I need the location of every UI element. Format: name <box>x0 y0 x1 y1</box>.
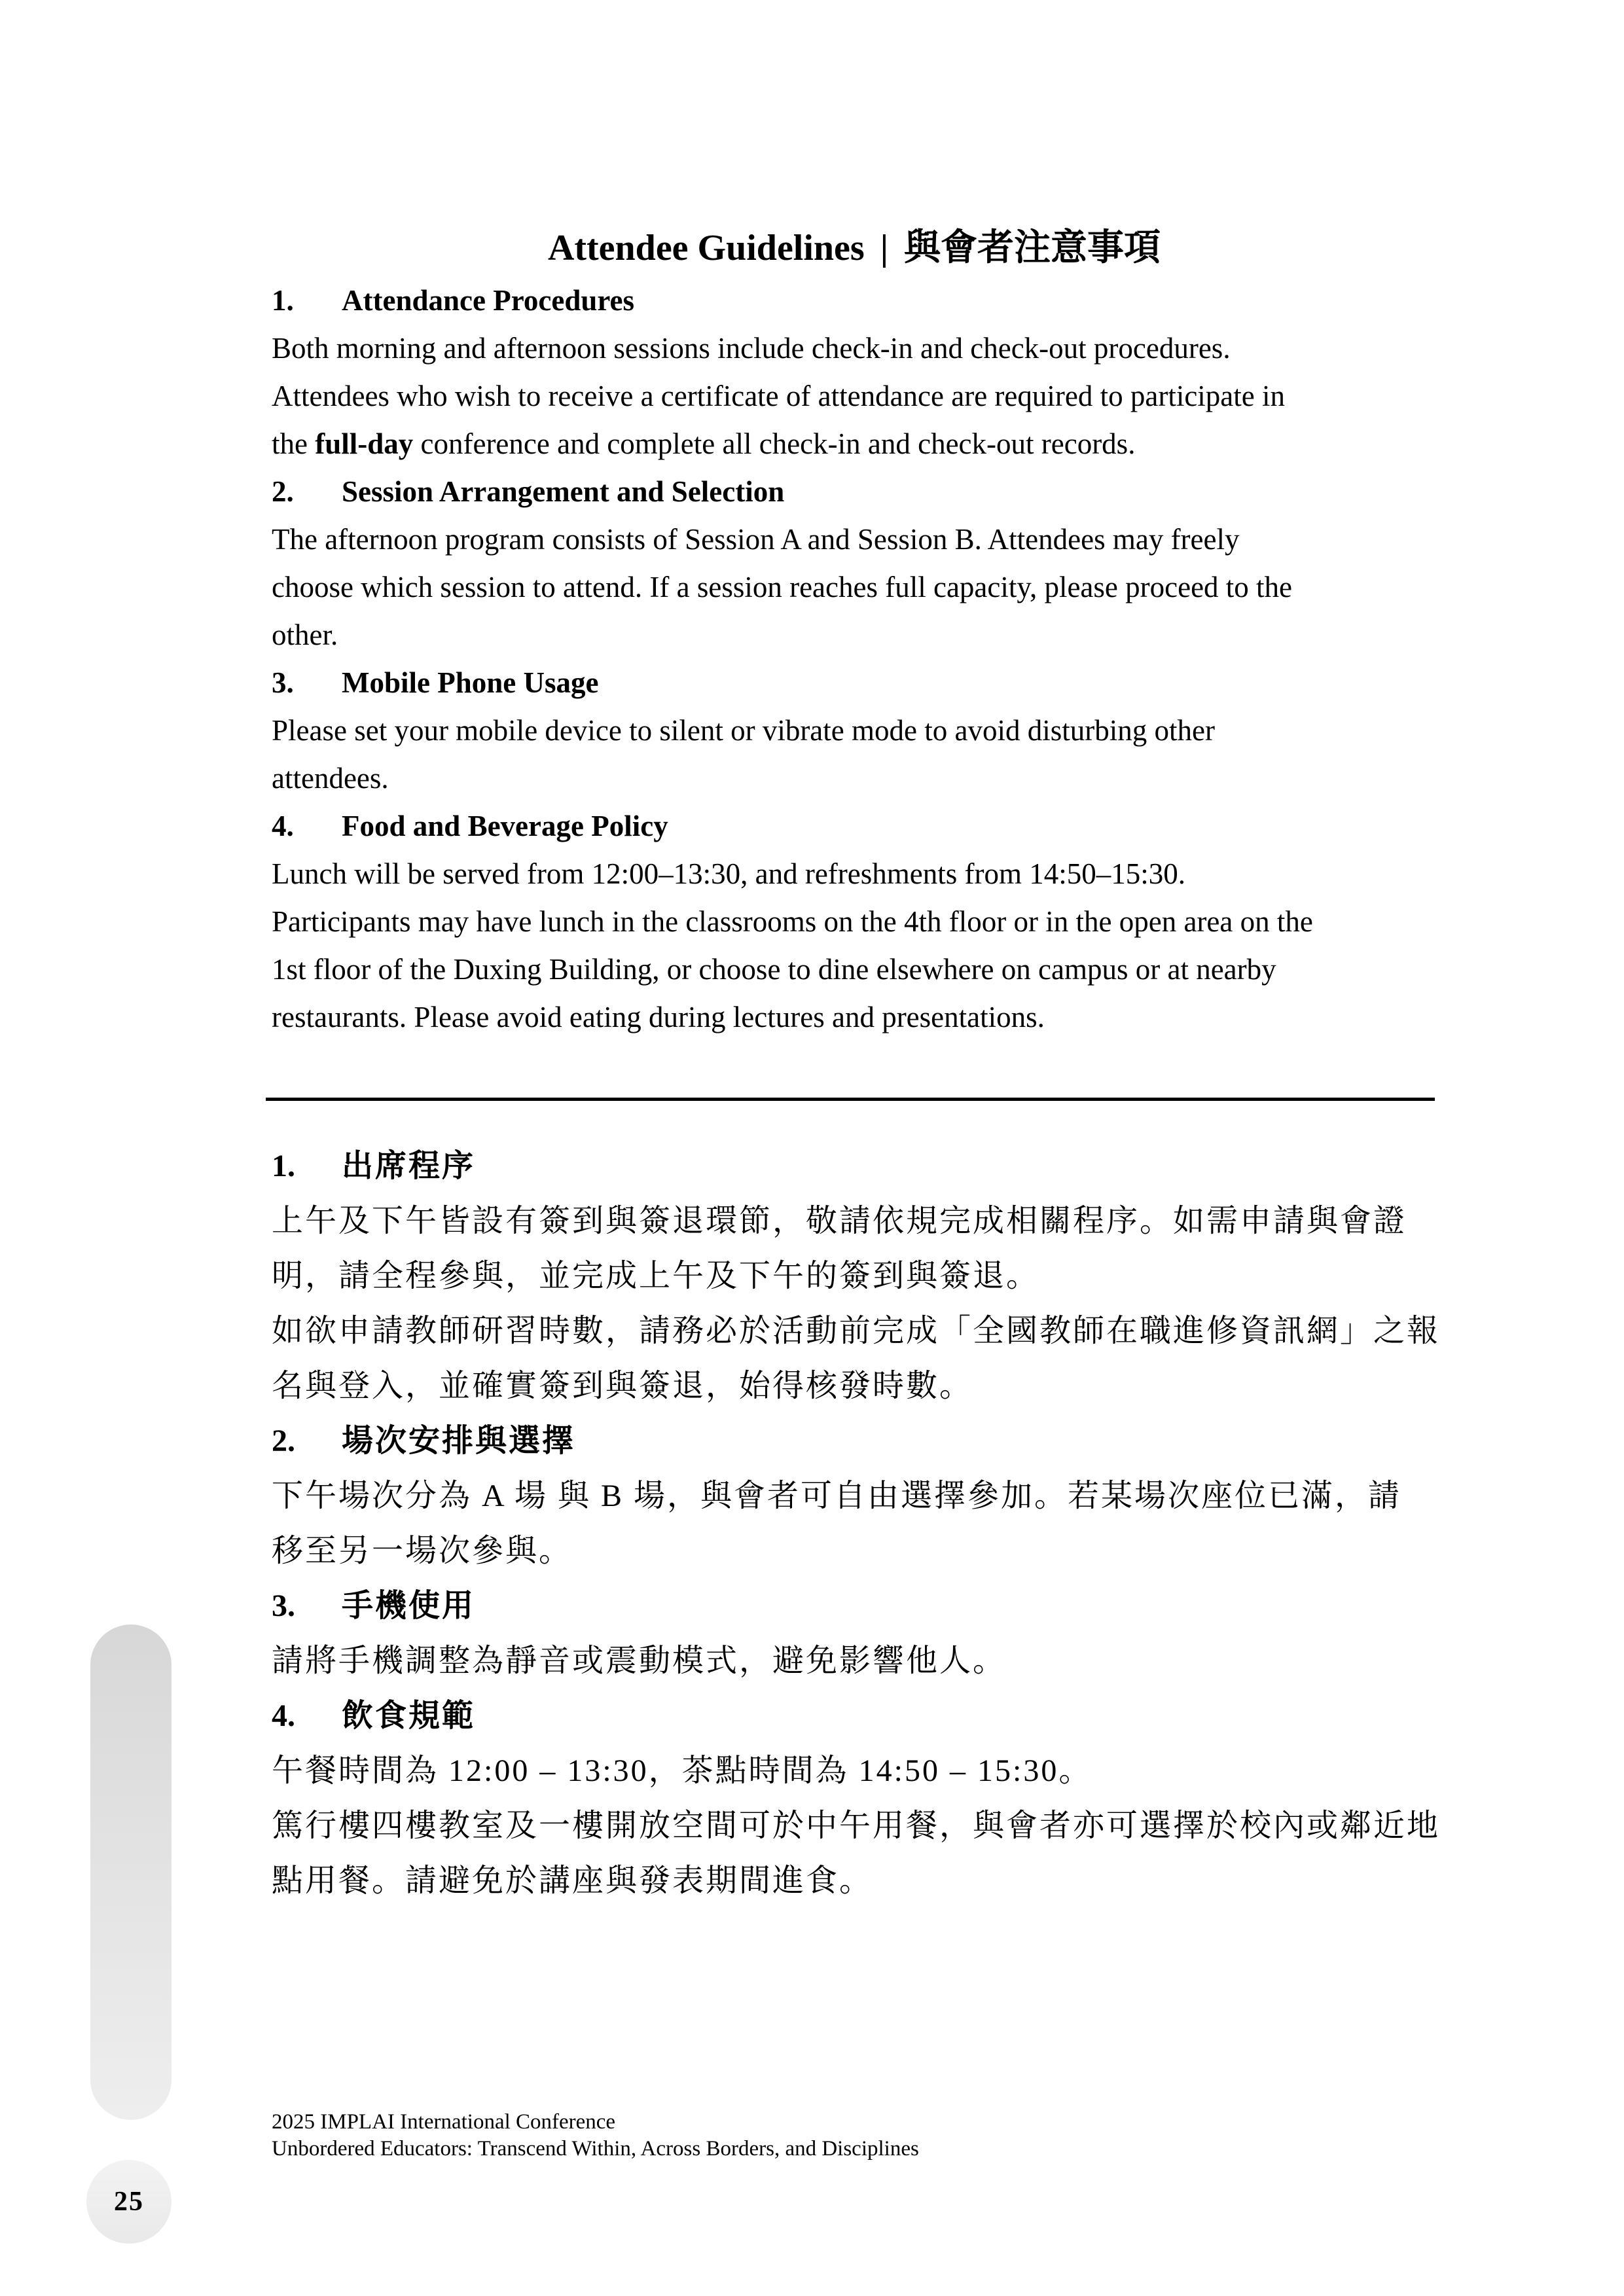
chinese-guidelines-section <box>272 1139 1470 1909</box>
page-number: 25 <box>114 2187 144 2217</box>
footer-conference-name: 2025 IMPLAI International Conference <box>272 2110 616 2134</box>
section-heading-label: 出席程序 <box>342 1149 476 1183</box>
section-number: 4. <box>272 1698 295 1733</box>
body-line: Participants may have lunch in the classrooms on the 4th floor or in the open area on the <box>272 905 1313 938</box>
section-number: 1. <box>272 284 294 317</box>
body-line: 下午場次分為 A 場 與 B 場，與會者可自由選擇參加。若某場次座位已滿，請 <box>272 1479 1402 1513</box>
section-heading-label: 場次安排與選擇 <box>342 1424 576 1458</box>
section-number: 2. <box>272 1424 295 1458</box>
left-margin-capsule-decoration <box>90 1624 171 2120</box>
body-line: 明，請全程參與，並完成上午及下午的簽到與簽退。 <box>272 1259 1040 1293</box>
section-number: 3. <box>272 666 294 699</box>
section-heading-label: Attendance Procedures <box>342 284 635 317</box>
body-line: choose which session to attend. If a session reaches full capacity, please proceed to the <box>272 571 1293 603</box>
section-heading-food-beverage-policy-zh <box>272 1689 1470 1744</box>
section-heading-attendance-procedures <box>272 277 1456 325</box>
body-line: The afternoon program consists of Session A and Session B. Attendees may freely <box>272 523 1240 556</box>
body-line: 1st floor of the Duxing Building, or choose to dine elsewhere on campus or at nearby <box>272 953 1276 986</box>
body-line: 請將手機調整為靜音或震動模式，避免影響他人。 <box>272 1643 1007 1678</box>
body-line: 點用餐。請避免於講座與發表期間進食。 <box>272 1863 873 1898</box>
body-line: Lunch will be served from 12:00–13:30, and refreshments from 14:50–15:30. <box>272 857 1185 890</box>
page-title <box>272 219 1437 271</box>
body-line: 名與登入，並確實簽到與簽退，始得核發時數。 <box>272 1369 973 1403</box>
body-line: 如欲申請教師研習時數，請務必於活動前完成「全國教師在職進修資訊網」之報 <box>272 1314 1441 1348</box>
page-title-chinese: 與會者注意事項 <box>904 228 1161 268</box>
body-line: 篤行樓四樓教室及一樓開放空間可於中午用餐，與會者亦可選擇於校內或鄰近地 <box>272 1808 1441 1843</box>
section-number: 1. <box>272 1149 295 1183</box>
body-line: 上午及下午皆設有簽到與簽退環節，敬請依規完成相關程序。如需申請與會證 <box>272 1204 1407 1238</box>
title-separator: | <box>880 228 889 268</box>
bold-phrase: full-day <box>315 427 414 460</box>
body-line: the full-day conference and complete all check-in and check-out records. <box>272 427 1136 460</box>
body-line: 移至另一場次參與。 <box>272 1534 573 1568</box>
body-line: other. <box>272 619 338 651</box>
section-heading-label: Food and Beverage Policy <box>342 810 668 842</box>
body-line: Attendees who wish to receive a certificate of attendance are required to participate in <box>272 380 1285 412</box>
section-number: 2. <box>272 475 294 508</box>
page-footer <box>272 2109 919 2162</box>
section-divider-rule <box>266 1098 1435 1101</box>
footer-conference-theme: Unbordered Educators: Transcend Within, Across Borders, and Disciplines <box>272 2137 919 2161</box>
section-heading-food-beverage-policy <box>272 802 1456 850</box>
section-heading-label: 手機使用 <box>342 1588 476 1623</box>
section-heading-mobile-phone-usage <box>272 659 1456 707</box>
section-heading-session-arrangement-zh <box>272 1414 1470 1469</box>
body-line: 午餐時間為 12:00 – 13:30，茶點時間為 14:50 – 15:30。 <box>272 1753 1092 1788</box>
section-number: 3. <box>272 1588 295 1623</box>
section-heading-session-arrangement <box>272 468 1456 516</box>
body-line: Both morning and afternoon sessions include check-in and check-out procedures. <box>272 332 1231 365</box>
section-heading-label: Session Arrangement and Selection <box>342 475 785 508</box>
body-line: attendees. <box>272 762 389 795</box>
section-heading-label: 飲食規範 <box>342 1698 476 1733</box>
section-heading-mobile-phone-usage-zh <box>272 1579 1470 1634</box>
section-number: 4. <box>272 810 294 842</box>
english-guidelines-section <box>272 277 1456 1041</box>
body-line: restaurants. Please avoid eating during lectures and presentations. <box>272 1001 1045 1033</box>
section-heading-attendance-procedures-zh <box>272 1139 1470 1194</box>
section-heading-label: Mobile Phone Usage <box>342 666 599 699</box>
page-number-badge <box>86 2160 171 2244</box>
page-title-english: Attendee Guidelines <box>547 228 865 268</box>
body-line: Please set your mobile device to silent or vibrate mode to avoid disturbing other <box>272 714 1215 747</box>
